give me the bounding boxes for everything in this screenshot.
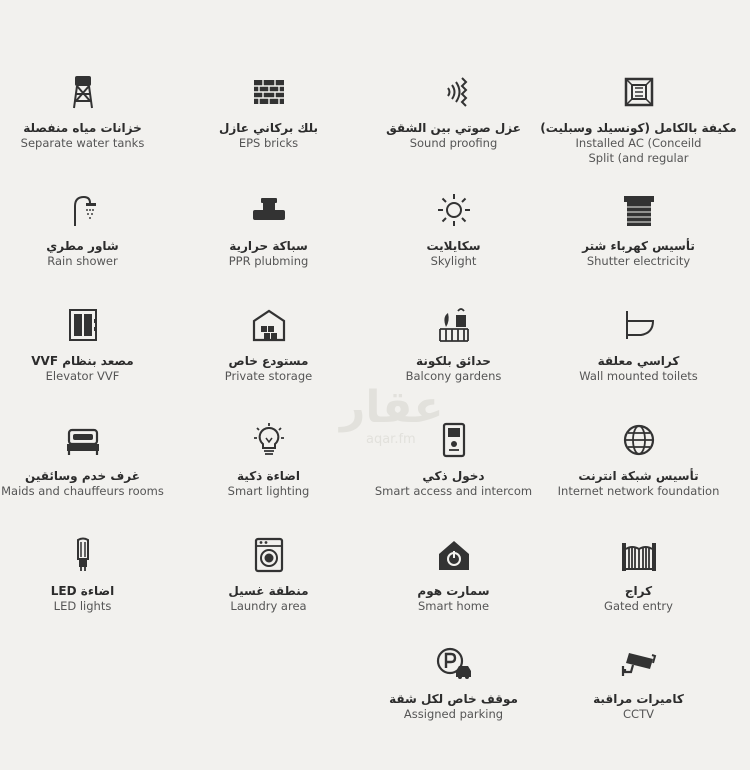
feature-sound-proofing <box>361 72 546 151</box>
feature-label-en: Rain shower <box>47 254 118 268</box>
feature-label-en: Internet network foundation <box>557 484 720 498</box>
feature-label-ar: منطقة غسيل <box>228 584 309 598</box>
feature-rain-shower <box>0 190 175 269</box>
feature-label-ar: شاور مطري <box>46 239 119 253</box>
feature-label-en: Smart access and intercom <box>374 484 533 498</box>
cctv-camera-icon <box>619 643 659 683</box>
feature-label-en: Skylight <box>430 254 477 268</box>
pipe-icon <box>249 190 289 230</box>
led-bulb-icon <box>63 535 103 575</box>
feature-label-ar: موقف خاص لكل شقة <box>389 692 518 706</box>
feature-label-ar: كاميرات مراقبة <box>593 692 684 706</box>
feature-label-en: PPR plubming <box>228 254 309 268</box>
feature-private-storage <box>176 305 361 384</box>
sun-icon <box>434 190 474 230</box>
gate-icon <box>619 535 659 575</box>
feature-label-en: Installed AC (Conceild Split (and regular <box>575 136 702 165</box>
water-tower-icon <box>63 72 103 112</box>
ac-vent-icon <box>619 72 659 112</box>
feature-label-ar: سباكة حرارية <box>229 239 308 253</box>
feature-label-en: Shutter electricity <box>586 254 691 268</box>
feature-wall-mounted-toilets <box>546 305 731 384</box>
shutter-icon <box>619 190 659 230</box>
watermark-sub: aqar.fm <box>366 432 416 447</box>
feature-label-ar: خزانات مياه منفصلة <box>23 121 142 135</box>
feature-label-ar: مكيفة بالكامل (كونسيلد وسبليت) <box>540 121 737 135</box>
feature-label-en: Smart lighting <box>227 484 310 498</box>
feature-balcony-gardens <box>361 305 546 384</box>
globe-icon <box>619 420 659 460</box>
feature-led-lights <box>0 535 175 614</box>
feature-label-ar: بلك بركاني عازل <box>218 121 319 135</box>
toilet-icon <box>619 305 659 345</box>
feature-label-en: EPS bricks <box>238 136 299 150</box>
feature-laundry-area <box>176 535 361 614</box>
feature-label-en: LED lights <box>53 599 112 613</box>
light-bulb-icon <box>249 420 289 460</box>
elevator-icon <box>63 305 103 345</box>
brick-wall-icon <box>249 72 289 112</box>
feature-internet-network <box>546 420 731 499</box>
feature-label-en: Smart home <box>417 599 490 613</box>
shower-icon <box>63 190 103 230</box>
feature-label-ar: حدائق بلكونة <box>416 354 491 368</box>
feature-label-ar: تأسيس كهرباء شتر <box>582 239 695 253</box>
parking-icon <box>434 643 474 683</box>
feature-label-en: Maids and chauffeurs rooms <box>1 484 164 498</box>
intercom-icon <box>434 420 474 460</box>
bed-icon <box>63 420 103 460</box>
feature-label-en: Balcony gardens <box>405 369 502 383</box>
warehouse-icon <box>249 305 289 345</box>
feature-label-ar: اضاءة ذكية <box>237 469 300 483</box>
feature-smart-home <box>361 535 546 614</box>
feature-shutter-electricity <box>546 190 731 269</box>
smart-home-icon <box>434 535 474 575</box>
feature-separate-water-tanks <box>0 72 175 151</box>
feature-assigned-parking <box>361 643 546 722</box>
feature-label-en: CCTV <box>623 707 654 721</box>
feature-label-ar: مصعد بنظام VVF <box>31 354 134 368</box>
washing-machine-icon <box>249 535 289 575</box>
balcony-plant-icon <box>434 305 474 345</box>
feature-smart-access <box>361 420 546 499</box>
feature-label-ar: عزل صوتي بين الشقق <box>386 121 521 135</box>
feature-label-en: Separate water tanks <box>20 136 145 150</box>
feature-gated-entry <box>546 535 731 614</box>
feature-label-ar: تأسيس شبكة انترنت <box>578 469 699 483</box>
feature-label-ar: سكايلايت <box>426 239 481 253</box>
feature-label-en: Gated entry <box>604 599 673 613</box>
feature-ppr-plumbing <box>176 190 361 269</box>
feature-label-en: Assigned parking <box>403 707 504 721</box>
feature-smart-lighting <box>176 420 361 499</box>
feature-label-en: Private storage <box>224 369 313 383</box>
feature-installed-ac <box>540 72 737 166</box>
feature-label-ar: مستودع خاص <box>228 354 309 368</box>
watermark: عقار <box>340 382 444 433</box>
feature-label-ar: كراسي معلقة <box>597 354 680 368</box>
sound-wave-icon <box>434 72 474 112</box>
feature-label-ar: كراج <box>624 584 653 598</box>
feature-skylight <box>361 190 546 269</box>
feature-label-ar: دخول ذكي <box>422 469 485 483</box>
feature-label-ar: غرف خدم وسائقين <box>25 469 140 483</box>
feature-label-en: Laundry area <box>230 599 307 613</box>
feature-elevator-vvf <box>0 305 175 384</box>
feature-label-en: Elevator VVF <box>45 369 120 383</box>
feature-label-en: Wall mounted toilets <box>579 369 698 383</box>
feature-eps-bricks <box>176 72 361 151</box>
feature-maids-rooms <box>0 420 175 499</box>
feature-label-ar: سمارت هوم <box>417 584 490 598</box>
feature-label-ar: اضاءة LED <box>50 584 115 598</box>
feature-label-en: Sound proofing <box>409 136 498 150</box>
feature-cctv <box>546 643 731 722</box>
